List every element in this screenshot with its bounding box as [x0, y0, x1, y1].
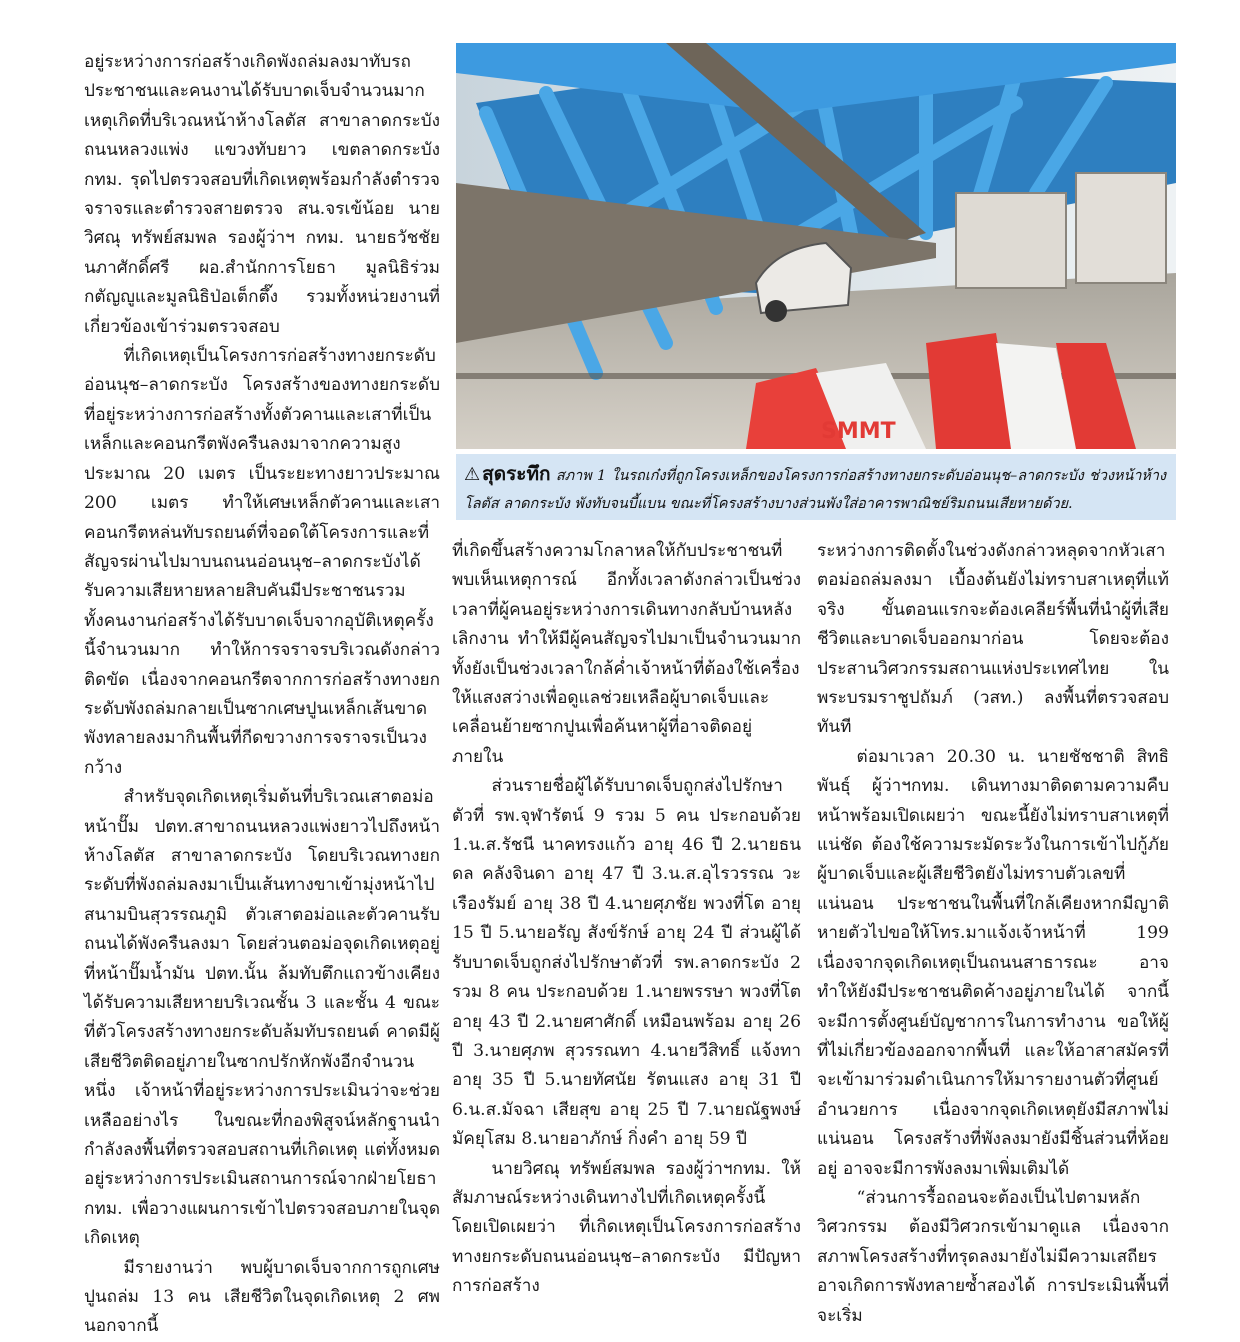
paragraph: ที่เกิดเหตุเป็นโครงการก่อสร้างทางยกระดับอ่อนนุช–ลาดกระบัง โครงสร้างของทางยกระดับที่อยู่ระหว่างการก่อสร้างทั้งตัวคานและเสาที่เป็นเหล็กและคอนกรีตพังครืนลงมาจากความสูงประมาณ 20 เมตร เป็นระยะทางยาวประมาณ 200 เมตร ทำให้เศษเหล็กตัวคานและเสาคอนกรีตหล่นทับรถยนต์ที่จอดใต้โครงการและที่สัญจรผ่านไปมาบนถนนอ่อนนุช–ลาดกระบังได้รับความเสียหายหลายสิบคันมีประชาชนรวมทั้งคนงานก่อสร้างได้รับบาดเจ็บจากอุบัติเหตุครั้งนี้จำนวนมาก ทำให้การจราจรบริเวณดังกล่าวติดขัด เนื่องจากคอนกรีตจากการก่อสร้างทางยกระดับพังถล่มกลายเป็นซากเศษปูนเหล็กเส้นขาดพังทลายลงมากินพื้นที่กีดขวางการจราจรเป็นวงกว้าง	[84, 346, 440, 778]
paragraph: นายวิศณุ ทรัพย์สมพล รองผู้ว่าฯกทม. ให้สัมภาษณ์ระหว่างเดินทางไปที่เกิดเหตุครั้งนี้ โดยเปิดเผยว่า ที่เกิดเหตุเป็นโครงการก่อสร้างทางยกระดับถนนอ่อนนุช–ลาดกระบัง มีปัญหาการก่อสร้าง	[452, 1158, 801, 1297]
paragraph: ที่เกิดขึ้นสร้างความโกลาหลให้กับประชาชนที่พบเห็นเหตุการณ์ อีกทั้งเวลาดังกล่าวเป็นช่วงเวลาที่ผู้คนอยู่ระหว่างการเดินทางกลับบ้านหลังเลิกงาน ทำให้มีผู้คนสัญจรไปมาเป็นจำนวนมากทั้งยังเป็นช่วงเวลาใกล้ค่ำเจ้าหน้าที่ต้องใช้เครื่องให้แสงสว่างเพื่อดูแลช่วยเหลือผู้บาดเจ็บและเคลื่อนย้ายซากปูนเพื่อค้นหาผู้ที่อาจติดอยู่ภายใน	[452, 541, 801, 767]
paragraph: ต่อมาเวลา 20.30 น. นายชัชชาติ สิทธิพันธุ์ ผู้ว่าฯกทม. เดินทางมาติดตามความคืบหน้าพร้อมเปิดเผยว่า ขณะนี้ยังไม่ทราบสาเหตุที่แน่ชัด ต้องใช้ความระมัดระวังในการเข้าไปกู้ภัย ผู้บาดเจ็บและผู้เสียชีวิตยังไม่ทราบตัวเลขที่แน่นอน ประชาชนในพื้นที่ใกล้เคียงหากมีญาติหายตัวไปขอให้โทร.มาแจ้งเจ้าหน้าที่ 199 เนื่องจากจุดเกิดเหตุเป็นถนนสาธารณะ อาจทำให้ยังมีประชาชนติดค้างอยู่ภายในได้ จากนี้จะมีการตั้งศูนย์บัญชาการในการทำงาน ขอให้ผู้ที่ไม่เกี่ยวข้องออกจากพื้นที่ และให้อาสาสมัครที่จะเข้ามาร่วมดำเนินการให้มารายงานตัวที่ศูนย์อำนวยการ เนื่องจากจุดเกิดเหตุยังมีสภาพไม่แน่นอน โครงสร้างที่พังลงมายังมีชิ้นส่วนที่ห้อยอยู่ อาจจะมีการพังลงมาเพิ่มเติมได้	[817, 746, 1169, 1179]
photo-caption	[456, 454, 1176, 520]
paragraph: อยู่ระหว่างการก่อสร้างเกิดพังถล่มลงมาทับรถประชาชนและคนงานได้รับบาดเจ็บจำนวนมากเหตุเกิดที่บริเวณหน้าห้างโลตัส สาขาลาดกระบัง ถนนหลวงแพ่ง แขวงทับยาว เขตลาดกระบัง กทม. รุดไปตรวจสอบที่เกิดเหตุพร้อมกำลังตำรวจจราจรและตำรวจสายตรวจ สน.จรเข้น้อย นายวิศณุ ทรัพย์สมพล รองผู้ว่าฯ กทม. นายธวัชชัย นภาศักดิ์ศรี ผอ.สำนักการโยธา มูลนิธิร่วมกตัญญูและมูลนิธิป่อเต็กตึ๊ง รวมทั้งหน่วยงานที่เกี่ยวข้องเข้าร่วมตรวจสอบ	[84, 52, 440, 337]
paragraph: “ส่วนการรื้อถอนจะต้องเป็นไปตามหลักวิศวกรรม ต้องมีวิศวกรเข้ามาดูแล เนื่องจากสภาพโครงสร้างที่ทรุดลงมายังไม่มีความเสถียร อาจเกิดการพังทลายซ้ำสองได้ การประเมินพื้นที่จะเริ่ม	[817, 1187, 1169, 1326]
caption-title: สุดระทึก	[482, 463, 551, 485]
paragraph: มีรายงานว่า พบผู้บาดเจ็บจากการถูกเศษปูนถล่ม 13 คน เสียชีวิตในจุดเกิดเหตุ 2 ศพ นอกจากนี้	[84, 1257, 440, 1337]
paragraph: ระหว่างการติดตั้งในช่วงดังกล่าวหลุดจากหัวเสาตอม่อถล่มลงมา เบื้องต้นยังไม่ทราบสาเหตุที่แท้จริง ขั้นตอนแรกจะต้องเคลียร์พื้นที่นำผู้ที่เสียชีวิตและบาดเจ็บออกมาก่อน โดยจะต้องประสานวิศวกรรมสถานแห่งประเทศไทย ในพระบรมราชูปถัมภ์ (วสท.) ลงพื้นที่ตรวจสอบทันที	[817, 541, 1169, 738]
news-photo	[456, 43, 1176, 449]
paragraph: สำหรับจุดเกิดเหตุเริ่มต้นที่บริเวณเสาตอม่อหน้าปั๊ม ปตท.สาขาถนนหลวงแพ่งยาวไปถึงหน้าห้างโลตัส สาขาลาดกระบัง โดยบริเวณทางยกระดับที่พังถล่มลงมาเป็นเส้นทางขาเข้ามุ่งหน้าไปสนามบินสุวรรณภูมิ ตัวเสาตอม่อและตัวคานรับถนนได้พังครืนลงมา โดยส่วนตอม่อจุดเกิดเหตุอยู่ที่หน้าปั๊มน้ำมัน ปตท.นั้น ล้มทับตึกแถวข้างเคียงได้รับความเสียหายบริเวณชั้น 3 และชั้น 4 ขณะที่ตัวโครงสร้างทางยกระดับล้มทับรถยนต์ คาดมีผู้เสียชีวิตติดอยู่ภายในซากปรักหักพังอีกจำนวนหนึ่ง เจ้าหน้าที่อยู่ระหว่างการประเมินว่าจะช่วยเหลืออย่างไร ในขณะที่กองพิสูจน์หลักฐานนำกำลังลงพื้นที่ตรวจสอบสถานที่เกิดเหตุ แต่ทั้งหมดอยู่ระหว่างการประเมินสถานการณ์จากฝ่ายโยธา กทม. เพื่อวางแผนการเข้าไปตรวจสอบภายในจุดเกิดเหตุ	[84, 787, 440, 1249]
paragraph: ส่วนรายชื่อผู้ได้รับบาดเจ็บถูกส่งไปรักษาตัวที่ รพ.จุฬารัตน์ 9 รวม 5 คน ประกอบด้วย 1.น.ส.รัชนี นาคทรงแก้ว อายุ 46 ปี 2.นายธนดล คลังจินดา อายุ 47 ปี 3.น.ส.อุไรวรรณ วะเรืองรัมย์ อายุ 38 ปี 4.นายศุภชัย พวงที่โต อายุ 15 ปี 5.นายอรัญ สังข์รักษ์ อายุ 24 ปี ส่วนผู้ได้รับบาดเจ็บถูกส่งไปรักษาตัวที่ รพ.ลาดกระบัง 2 รวม 8 คน ประกอบด้วย 1.นายพรรษา พวงที่โต อายุ 43 ปี 2.นายศาศักดิ์ เหมือนพร้อม อายุ 26 ปี 3.นายศุภพ สุวรรณทา 4.นายวีสิทธิ์ แจ้งทา อายุ 35 ปี 5.นายทัศนัย รัตนแสง อายุ 31 ปี 6.น.ส.มัจฉา เสียสุข อายุ 25 ปี 7.นายณัฐพงษ์ มัคยุโสม 8.นายอาภักษ์ กิ่งคำ อายุ 59 ปี	[452, 776, 801, 1150]
article-column-3	[817, 537, 1169, 1331]
barrier-logo-text: SMMT	[821, 419, 896, 444]
article-column-1	[84, 48, 440, 1342]
warning-triangle-icon: ⚠	[464, 464, 481, 485]
caption-text: สภาพ 1 ในรถเก๋งที่ถูกโครงเหล็กของโครงการก่อสร้างทางยกระดับอ่อนนุช–ลาดกระบัง ช่วงหน้าห้างโลตัส ลาดกระบัง พังทับจนบี้แบน ขณะที่โครงสร้างบางส่วนพังใส่อาคารพาณิชย์ริมถนนเสียหายด้วย.	[464, 468, 1167, 512]
article-column-2	[452, 537, 801, 1302]
